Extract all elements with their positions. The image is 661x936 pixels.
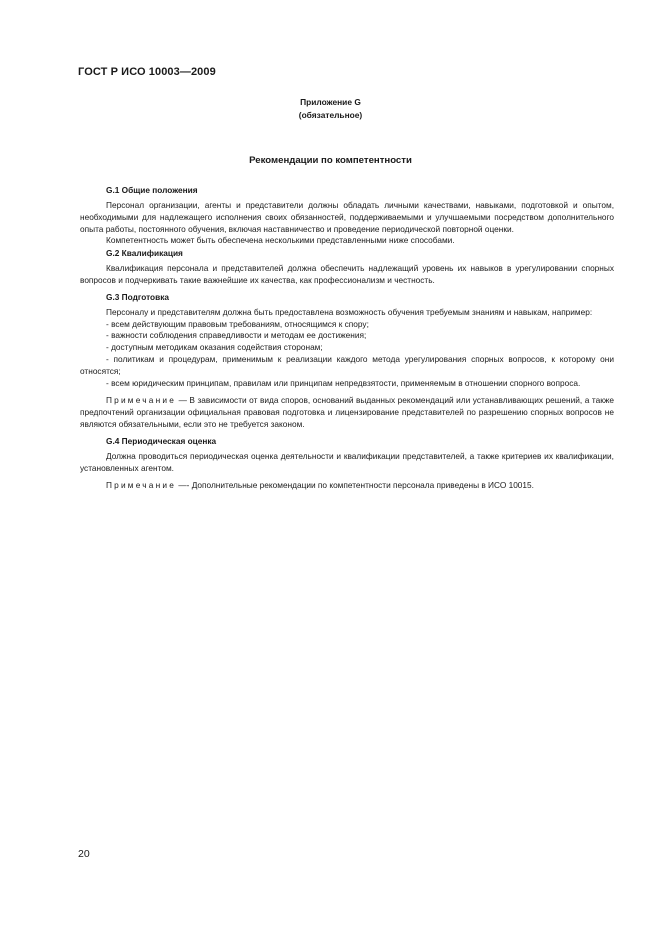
section-g2-heading: G.2 Квалификация [106,248,183,259]
list-item: - всем действующим правовым требованиям, относящимся к спору; [106,318,369,329]
appendix-status: (обязательное) [298,110,363,120]
section-g4-note [80,480,614,492]
note-text: — В зависимости от вида споров, оснований выданных рекомендаций или устанавливающих решений, а также предпочтений организации официальная правовая подготовка и лицензирование представителей по разрешению спорных вопросов не являются обязательными, если это не требуется законом. [80,395,614,429]
section-g1-heading: G.1 Общие положения [106,185,198,195]
page-number: 20 [78,848,90,860]
note-label: Примечание [106,480,177,491]
document-body [80,184,614,492]
section-g3-heading: G.3 Подготовка [106,291,169,302]
section-g1-paragraph: Компетентность может быть обеспечена несколькими представленными ниже способами. [106,235,455,246]
list-item: - политикам и процедурам, применимым к реализации каждого метода урегулирования спорных вопросов, к которому они относятся; [80,353,614,376]
appendix-title: Рекомендации по компетентности [249,155,412,166]
note-label: Примечание [106,395,177,406]
document-code-header: ГОСТ Р ИСО 10003—2009 [78,66,216,78]
list-item: - важности соблюдения справедливости и методам ее достижения; [106,330,367,341]
section-g3-note [80,395,614,430]
section-g4-paragraph: Должна проводиться периодическая оценка деятельности и квалификации представителей, а также критериев их квалификации, установленных агентом. [80,450,614,473]
note-text: —- Дополнительные рекомендации по компетентности персонала приведены в ИСО 10015. [176,480,534,491]
list-item: - всем юридическим принципам, правилам или принципам непредвзятости, применяемым в отношении спорного вопроса. [106,377,581,388]
section-g3-intro: Персоналу и представителям должна быть предоставлена возможность обучения требуемым знаниям и навыкам, например: [106,306,593,317]
section-g4-heading: G.4 Периодическая оценка [106,435,217,446]
appendix-label: Приложение G [300,97,361,107]
section-g2-paragraph: Квалификация персонала и представителей должна обеспечить надлежащий уровень их навыков в урегулировании спорных вопросов и подчеркивать такие важнейшие их качества, как профессионализм и честность. [80,263,614,285]
list-item: - доступным методикам оказания содействия сторонам; [106,342,323,353]
appendix-heading [0,96,661,122]
section-g1-paragraph: Персонал организации, агенты и представители должны обладать личными качествами, навыками, подготовкой и опытом, необходимыми для надлежащего исполнения своих обязанностей, поддерживаемыми и улучшаемыми посредством дополнительного опыта работы, постоянного обучения, включая наставничество и проведение периодической повторной оценки. [80,200,614,234]
